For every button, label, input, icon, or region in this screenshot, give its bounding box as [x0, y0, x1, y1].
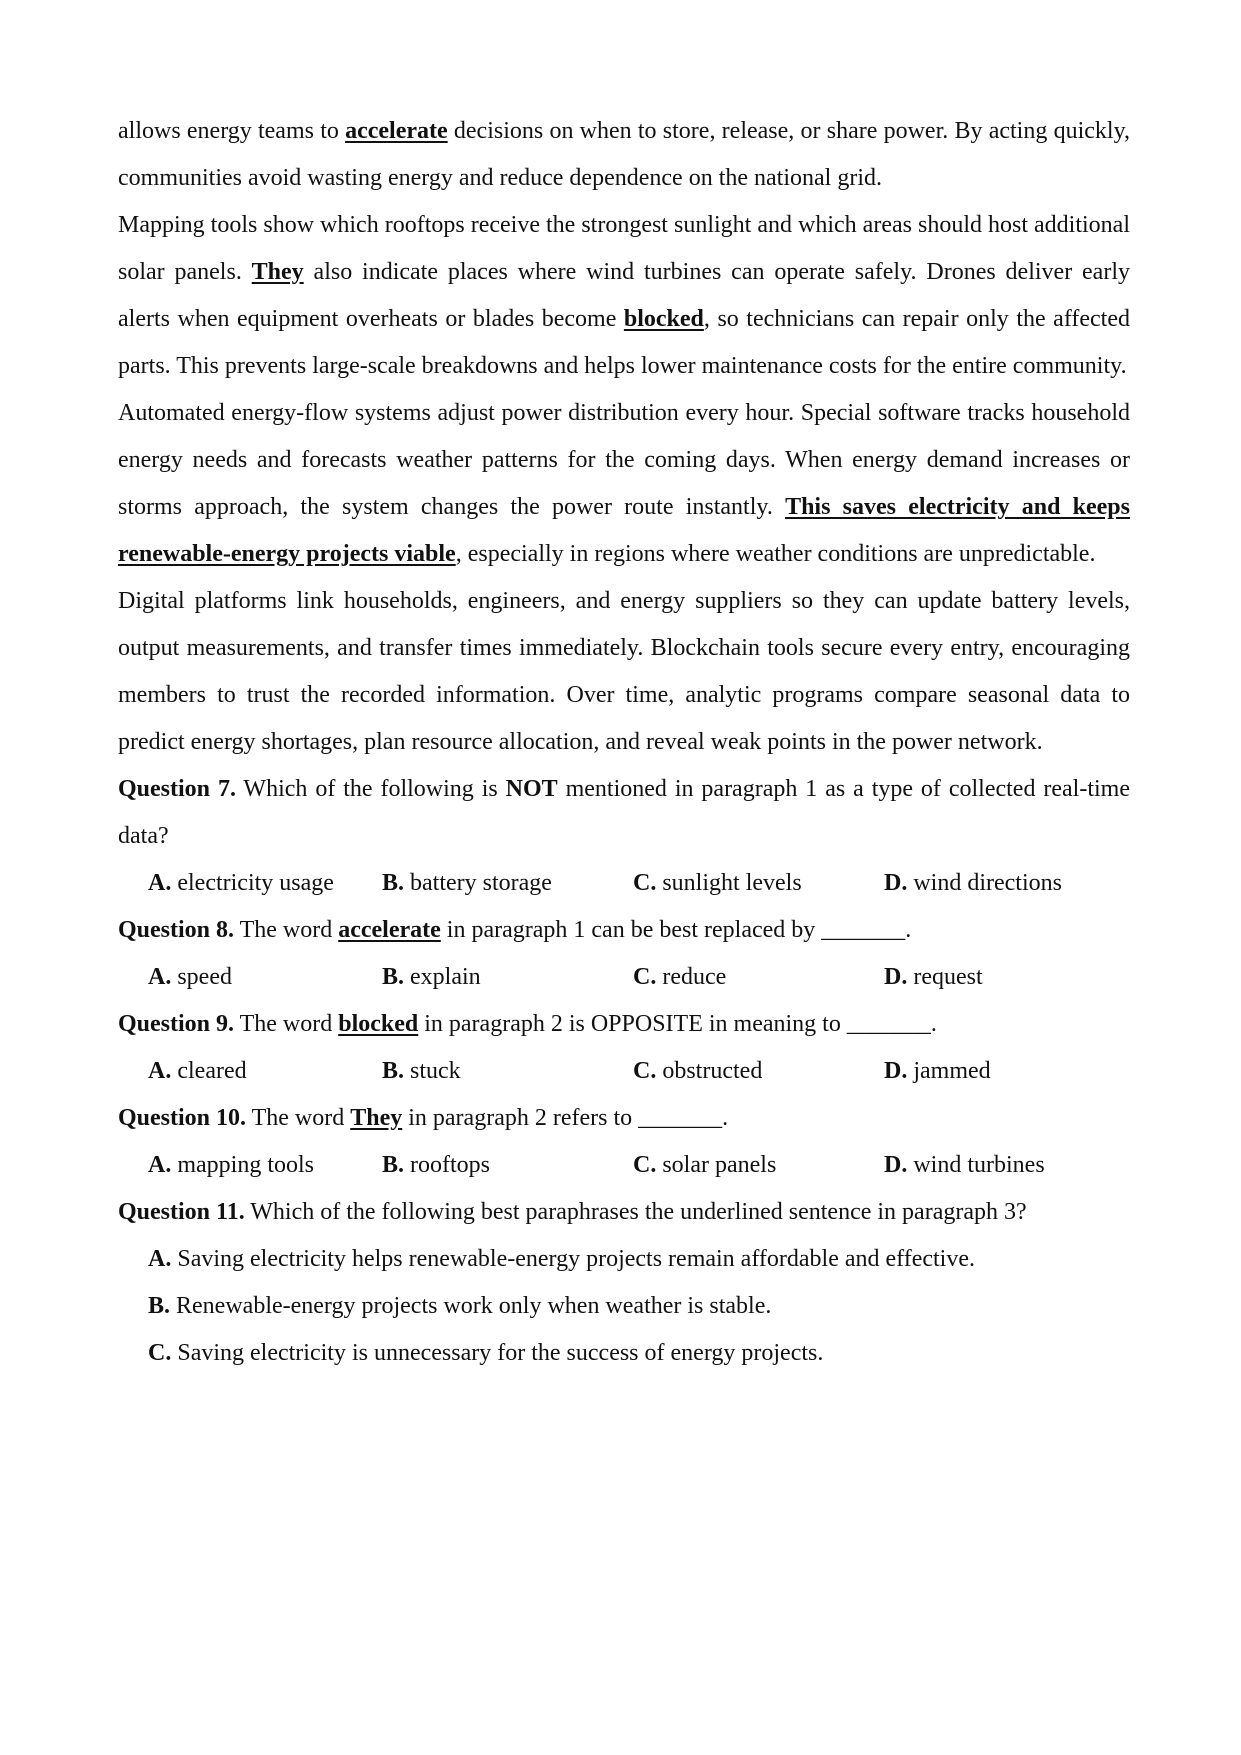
keyword-blocked: blocked — [338, 1011, 419, 1037]
option-d[interactable]: D. jammed — [884, 1058, 991, 1084]
option-d[interactable]: D. request — [884, 964, 983, 990]
paragraph-1: allows energy teams to accelerate decisions on when to store, release, or share power. By acting quickly, communities avoid wasting energy and reduce dependence on the national grid. — [118, 118, 1131, 191]
question-7: Question 7. Which of the following is NOT mentioned in paragraph 1 as a type of collected real-time data? — [118, 776, 1130, 849]
question-label: Question 9. — [118, 1011, 235, 1037]
option-d[interactable]: D. wind directions — [884, 870, 1062, 896]
paragraph-4: Digital platforms link households, engineers, and energy suppliers so they can update battery levels, output measurements, and transfer times immediately. Blockchain tools secure every entry, encouraging members to trust the recorded information. Over time, analytic programs compare seasonal data to predict energy shortages, plan resource allocation, and reveal weak points in the power network. — [118, 588, 1130, 755]
question-9: Question 9. The word blocked in paragraph 2 is OPPOSITE in meaning to _______. — [118, 1011, 937, 1037]
question-label: Question 8. — [118, 917, 235, 943]
option-a[interactable]: A. mapping tools — [148, 1152, 315, 1178]
option-c[interactable]: C. solar panels — [633, 1152, 777, 1178]
question-8: Question 8. The word accelerate in paragraph 1 can be best replaced by _______. — [118, 917, 912, 943]
option-b[interactable]: B. battery storage — [382, 870, 552, 896]
question-label: Question 11. — [118, 1199, 245, 1225]
option-b[interactable]: B. explain — [382, 964, 481, 990]
keyword-they: They — [350, 1105, 403, 1131]
question-7-options — [118, 860, 1130, 907]
option-a[interactable]: A. cleared — [148, 1058, 247, 1084]
option-a[interactable]: A. electricity usage — [148, 870, 334, 896]
option-c[interactable]: C. Saving electricity is unnecessary for the success of energy projects. — [148, 1340, 824, 1366]
keyword-they: They — [251, 259, 304, 285]
option-b[interactable]: B. stuck — [382, 1058, 461, 1084]
option-b[interactable]: B. rooftops — [382, 1152, 491, 1178]
option-c[interactable]: C. obstructed — [633, 1058, 763, 1084]
option-d[interactable]: D. wind turbines — [884, 1152, 1045, 1178]
question-10: Question 10. The word They in paragraph 2 refers to _______. — [118, 1105, 729, 1131]
keyword-blocked: blocked — [623, 306, 704, 332]
underlined-sentence: This saves electricity and keeps renewable-energy projects viable — [118, 494, 1130, 567]
paragraph-3: Automated energy-flow systems adjust power distribution every hour. Special software tracks household energy needs and forecasts weather patterns for the coming days. When energy demand increases or storms approach, the system changes the power route instantly. This saves electricity and keeps renewable-energy projects viable, especially in regions where weather conditions are unpredictable. — [118, 400, 1130, 567]
paragraph-2: Mapping tools show which rooftops receive the strongest sunlight and which areas should host additional solar panels. They also indicate places where wind turbines can operate safely. Drones deliver early alerts when equipment overheats or blades become blocked, so technicians can repair only the affected parts. This prevents large-scale breakdowns and helps lower maintenance costs for the entire community. — [118, 212, 1131, 379]
option-c[interactable]: C. sunlight levels — [633, 870, 802, 896]
emphasis-not: NOT — [505, 776, 558, 802]
keyword-accelerate: accelerate — [338, 917, 441, 943]
option-c[interactable]: C. reduce — [633, 964, 727, 990]
option-b[interactable]: B. Renewable-energy projects work only when weather is stable. — [148, 1293, 772, 1319]
question-label: Question 10. — [118, 1105, 247, 1131]
option-a[interactable]: A. speed — [148, 964, 232, 990]
question-8-options — [118, 954, 1130, 1001]
question-10-options — [118, 1142, 1130, 1189]
option-a[interactable]: A. Saving electricity helps renewable-energy projects remain affordable and effective. — [148, 1246, 975, 1272]
keyword-accelerate: accelerate — [345, 118, 448, 144]
question-11: Question 11. Which of the following best paraphrases the underlined sentence in paragraph 3? — [118, 1199, 1027, 1225]
document-page — [118, 108, 1130, 1377]
question-label: Question 7. — [118, 776, 236, 802]
question-9-options — [118, 1048, 1130, 1095]
